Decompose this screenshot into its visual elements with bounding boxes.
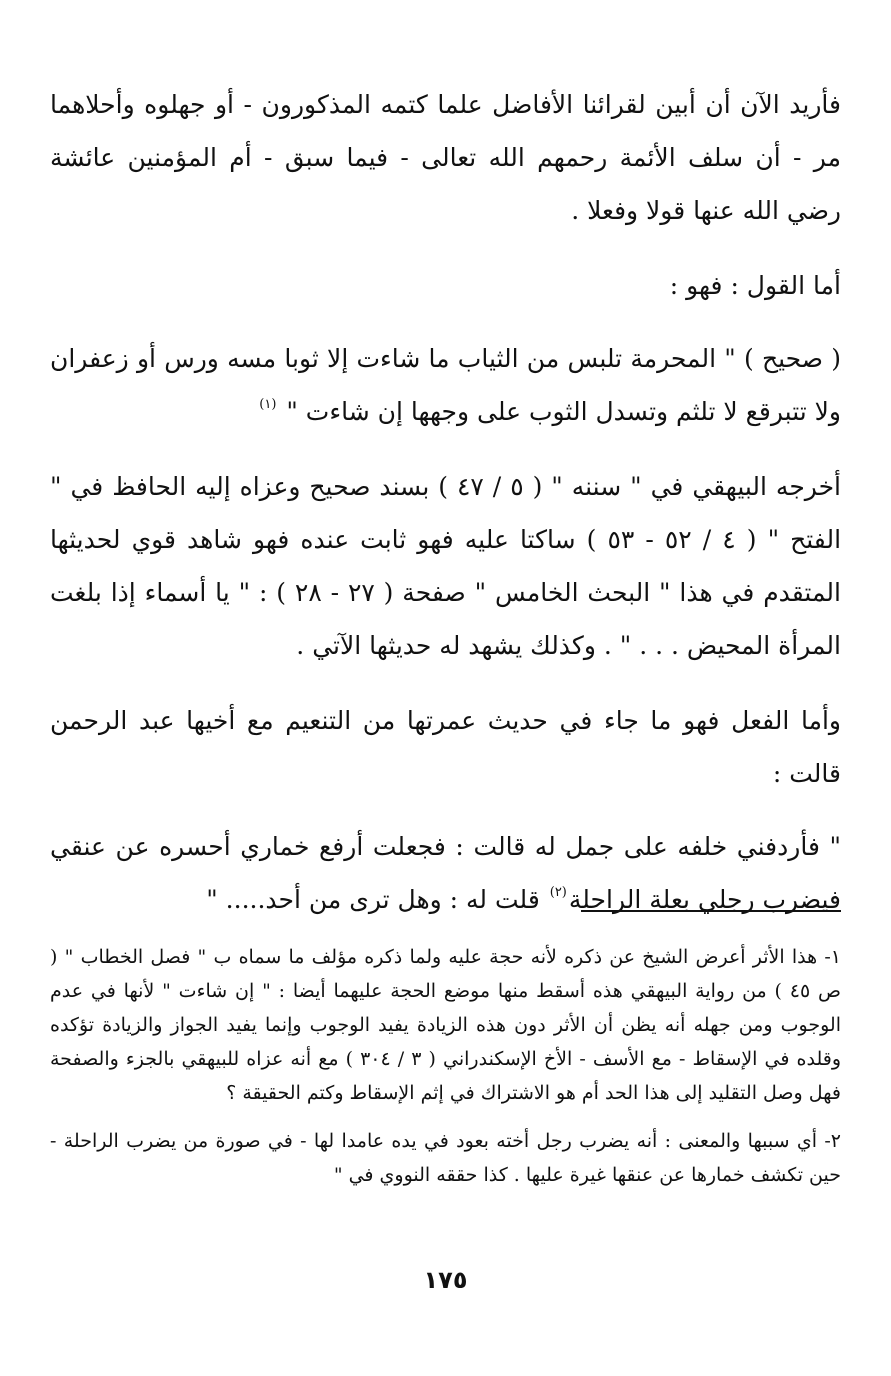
footnote-2: ٢- أي سببها والمعنى : أنه يضرب رجل أخته بعود في يده عامدا لها - في صورة من يضرب الراحلة - حين تكشف خمارها عن عنقها غيرة عليها . كذا حققه النووي في " [50, 1130, 841, 1186]
paragraph-action: وأما الفعل فهو ما جاء في حديث عمرتها من التنعيم مع أخيها عبد الرحمن قالت : [50, 706, 841, 788]
paragraph-hadith-quote [50, 332, 841, 438]
footnote-ref-1: (١) [259, 397, 277, 412]
hadith-quote-text: ( صحيح ) " المحرمة تلبس من الثياب ما شاءت إلا ثوبا مسه ورس أو زعفران ولا تتبرقع لا تلثم وتسدل الثوب على وجهها إن شاءت " [50, 344, 841, 426]
book-page [50, 78, 841, 1316]
paragraph-intro: فأريد الآن أن أبين لقرائنا الأفاضل علما كتمه المذكورون - أو جهلوه وأحلاهما مر - أن سلف الأئمة رحمهم الله تعالى - فيما سبق - أم المؤمنين عائشة رضي الله عنها قولا وفعلا . [50, 90, 841, 225]
footnotes [50, 940, 841, 1206]
narration-text-b: قلت له : وهل ترى من أحد..... " [206, 885, 540, 914]
paragraph-saying-heading: أما القول : فهو : [669, 271, 841, 300]
footnote-ref-2: (٢) [549, 885, 567, 900]
footnote-1: ١- هذا الأثر أعرض الشيخ عن ذكره لأنه حجة عليه ولما ذكره مؤلف ما سماه ب " فصل الخطاب " ( ص ٤٥ ) من رواية البيهقي هذه أسقط منها موضع الحجة عليهما أيضا : " إن شاءت " لأنها في عدم الوجوب ومن جهله أنه يظن أن الأثر دون هذه الزيادة يفيد الوجوب وإنما يفيد الجواز والزيادة تؤكده وقلده في الإسقاط - مع الأسف - الأخ الإسكندراني ( ٣ / ٣٠٤ ) مع أنه عزاه للبيهقي بالجزء والصفحة فهل وصل التقليد إلى هذا الحد أم هو الاشتراك في إثم الإسقاط وكتم الحقيقة ؟ [50, 946, 841, 1104]
footnote-divider [581, 910, 841, 912]
narration-text-a: " فأردفني خلفه على جمل له قالت : فجعلت أرفع خماري أحسره عن عنقي فيضرب رجلي بعلة الراحلة [50, 832, 841, 914]
main-text [50, 78, 841, 926]
paragraph-takhrij: أخرجه البيهقي في " سننه " ( ٥ / ٤٧ ) بسند صحيح وعزاه إليه الحافظ في " الفتح " ( ٤ / ٥٢ - ٥٣ ) ساكتا عليه فهو ثابت عنده فهو شاهد قوي لحديثها المتقدم في هذا " البحث الخامس " صفحة ( ٢٧ - ٢٨ ) : " يا أسماء إذا بلغت المرأة المحيض . . . " . وكذلك يشهد له حديثها الآتي . [50, 472, 842, 660]
page-number: ١٧٥ [423, 1266, 468, 1294]
